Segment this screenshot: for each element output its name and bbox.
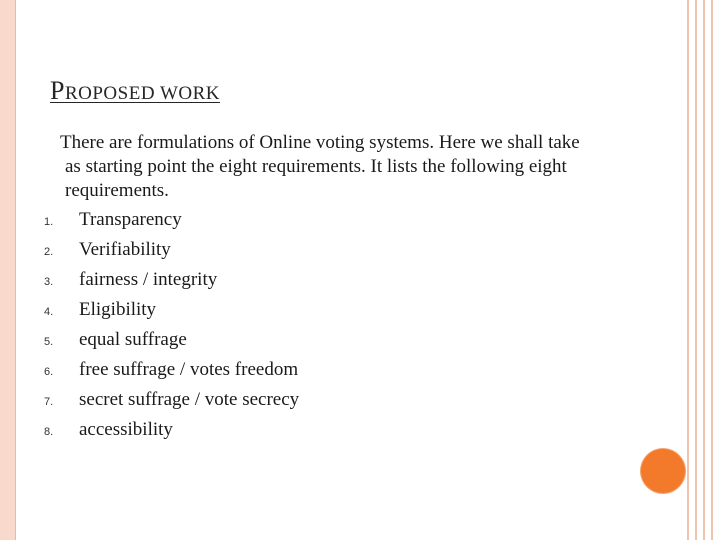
list-number: 1.: [44, 216, 54, 228]
right-border-stripes: [681, 0, 720, 540]
list-item: [40, 326, 640, 356]
list-text: free suffrage / votes freedom: [79, 359, 299, 380]
list-text: fairness / integrity: [79, 269, 218, 290]
slide-title: [50, 76, 220, 106]
intro-line: as starting point the eight requirements. It lists the following eight: [65, 156, 567, 177]
requirements-list: [40, 206, 640, 446]
list-item: [40, 416, 640, 446]
list-item: [40, 206, 640, 236]
right-stripe: [711, 0, 713, 540]
list-text: secret suffrage / vote secrecy: [79, 389, 300, 410]
list-number: 3.: [44, 276, 54, 288]
list-number: 2.: [44, 246, 54, 258]
list-item: [40, 296, 640, 326]
intro-line: requirements.: [65, 180, 169, 201]
title-rest: ROPOSED WORK: [64, 83, 220, 104]
orange-circle-decoration: [641, 449, 685, 493]
list-number: 6.: [44, 366, 54, 378]
intro-paragraph: [60, 131, 620, 203]
list-text: equal suffrage: [79, 329, 187, 350]
list-text: Eligibility: [79, 299, 157, 320]
list-number: 5.: [44, 336, 54, 348]
list-number: 4.: [44, 306, 54, 318]
list-text: Transparency: [79, 209, 182, 230]
left-border-band: [0, 0, 16, 540]
intro-line: There are formulations of Online voting systems. Here we shall take: [60, 132, 580, 153]
list-text: accessibility: [79, 419, 173, 440]
right-stripe: [687, 0, 689, 540]
list-item: [40, 236, 640, 266]
list-number: 7.: [44, 396, 54, 408]
right-stripe: [703, 0, 705, 540]
right-stripe: [695, 0, 697, 540]
title-initial: P: [50, 76, 65, 105]
list-text: Verifiability: [79, 239, 171, 260]
list-item: [40, 266, 640, 296]
list-item: [40, 386, 640, 416]
list-number: 8.: [44, 426, 54, 438]
list-item: [40, 356, 640, 386]
